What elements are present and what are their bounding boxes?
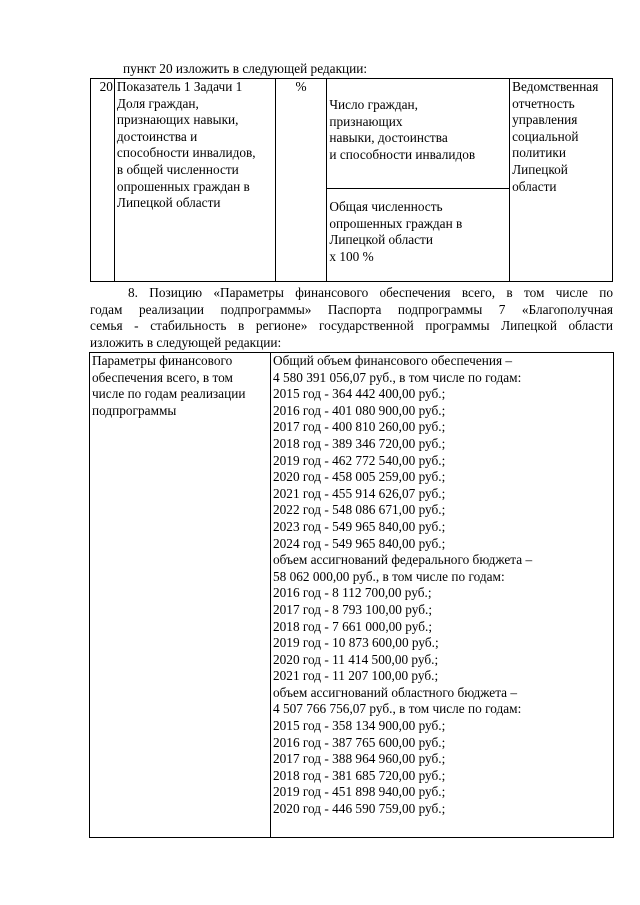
paragraph-line: семья - стабильность в регионе» государственной программы Липецкой области — [90, 318, 613, 334]
text-line: объем ассигнований областного бюджета – — [273, 684, 518, 700]
text-line: в общей численности — [116, 161, 239, 177]
text-line: опрошенных граждан в — [116, 178, 250, 194]
text-line: 2021 год - 455 914 626,07 руб.; — [273, 485, 446, 501]
text-line: 2020 год - 446 590 759,00 руб.; — [273, 801, 446, 817]
row-number: 20 — [91, 79, 115, 282]
text-line: 2018 год - 381 685 720,00 руб.; — [273, 767, 446, 783]
text-line: Общий объем финансового обеспечения – — [273, 353, 513, 368]
text-line: признающих навыки, — [116, 112, 239, 128]
text-line: политики — [512, 145, 566, 161]
text-line: 2019 год - 451 898 940,00 руб.; — [273, 784, 446, 800]
text-line: 2017 год - 400 810 260,00 руб.; — [273, 419, 446, 435]
text-line: Липецкой области — [116, 195, 221, 211]
text-line: социальной — [512, 128, 579, 144]
text-line: навыки, достоинства — [329, 130, 448, 146]
text-line: 2016 год - 401 080 900,00 руб.; — [273, 402, 446, 418]
text-line: Липецкой — [512, 161, 568, 177]
text-line: 2024 год - 549 965 840,00 руб.; — [273, 535, 446, 551]
text-line: 2018 год - 7 661 000,00 руб.; — [273, 618, 433, 634]
text-line: отчетность — [512, 95, 575, 111]
text-line: подпрограммы — [92, 402, 177, 418]
paragraph-8 — [90, 285, 613, 351]
text-line: Липецкой области — [329, 232, 433, 248]
finance-table — [89, 352, 614, 838]
text-line: области — [512, 178, 557, 194]
text-line: 4 507 766 756,07 руб., в том числе по годам: — [273, 701, 522, 717]
text-line: 2020 год - 11 414 500,00 руб.; — [273, 651, 439, 667]
text-line: 2023 год - 549 965 840,00 руб.; — [273, 518, 446, 534]
text-line: 4 580 391 056,07 руб., в том числе по годам: — [273, 369, 522, 385]
paragraph-line: 8. Позицию «Параметры финансового обеспечения всего, в том числе по — [128, 285, 613, 300]
text-line: 2015 год - 364 442 400,00 руб.; — [273, 386, 446, 402]
text-line: числе по годам реализации — [92, 386, 246, 402]
text-line: 2016 год - 387 765 600,00 руб.; — [273, 734, 446, 750]
text-line: объем ассигнований федерального бюджета – — [273, 552, 533, 568]
paragraph-line: изложить в следующей редакции: — [90, 334, 282, 350]
text-line: Общая численность — [329, 199, 443, 214]
text-line: 2017 год - 388 964 960,00 руб.; — [273, 751, 446, 767]
unit-cell: % — [275, 79, 327, 282]
text-line: х 100 % — [329, 248, 374, 264]
text-line: способности инвалидов, — [116, 145, 256, 161]
formula-cell — [327, 79, 510, 282]
text-line: Показатель 1 Задачи 1 — [116, 79, 243, 94]
text-line: Параметры финансового — [92, 353, 233, 368]
text-line: управления — [512, 112, 578, 128]
text-line: 2015 год - 358 134 900,00 руб.; — [273, 718, 446, 734]
text-line: Число граждан, — [329, 97, 418, 112]
text-line: 2018 год - 389 346 720,00 руб.; — [273, 435, 446, 451]
param-value-cell — [271, 353, 614, 838]
table-row — [91, 79, 613, 282]
formula-numerator — [327, 79, 509, 189]
text-line: 2019 год - 462 772 540,00 руб.; — [273, 452, 446, 468]
text-line: 2016 год - 8 112 700,00 руб.; — [273, 585, 432, 601]
formula-denominator — [327, 189, 509, 279]
source-cell — [510, 79, 613, 282]
text-line: 2017 год - 8 793 100,00 руб.; — [273, 601, 433, 617]
indicator-table — [90, 78, 613, 282]
text-line: достоинства и — [116, 128, 198, 144]
table-row — [90, 353, 614, 838]
text-line: признающих — [329, 113, 403, 129]
param-label-cell — [90, 353, 271, 838]
indicator-cell — [114, 79, 275, 282]
text-line: 2019 год - 10 873 600,00 руб.; — [273, 635, 439, 651]
text-line: и способности инвалидов — [329, 146, 476, 162]
text-line: 2022 год - 548 086 671,00 руб.; — [273, 502, 446, 518]
text-line: опрошенных граждан в — [329, 215, 463, 231]
paragraph-line: годам реализации подпрограммы» Паспорта подпрограммы 7 «Благополучная — [90, 301, 613, 317]
text-line: 58 062 000,00 руб., в том числе по годам: — [273, 568, 505, 584]
text-line: 2020 год - 458 005 259,00 руб.; — [273, 469, 446, 485]
text-line: Доля граждан, — [116, 95, 199, 111]
intro-line: пункт 20 изложить в следующей редакции: — [123, 61, 368, 76]
text-line: Ведомственная — [512, 79, 599, 94]
text-line: 2021 год - 11 207 100,00 руб.; — [273, 668, 439, 684]
text-line: обеспечения всего, в том — [92, 369, 233, 385]
